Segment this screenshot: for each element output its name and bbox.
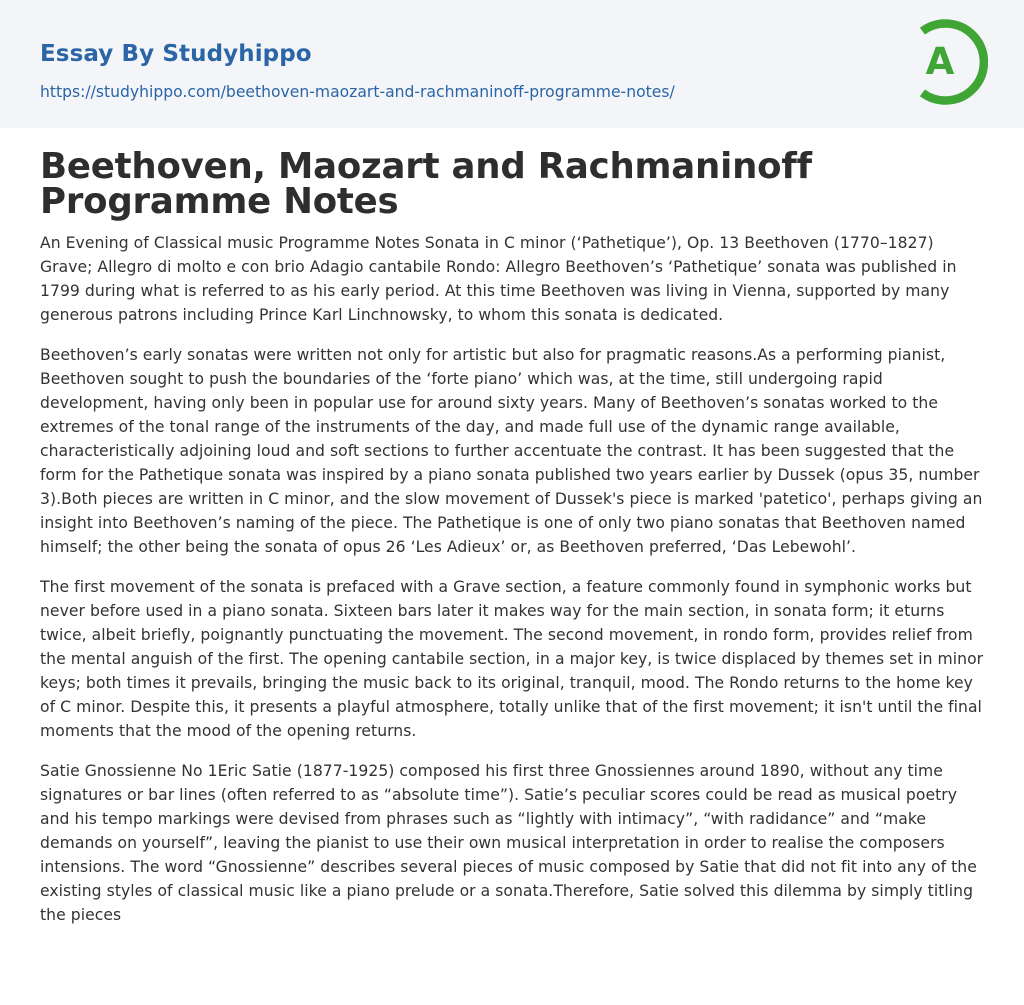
studyhippo-logo-icon[interactable] — [908, 18, 988, 106]
article-paragraph: The first movement of the sonata is prefaced with a Grave section, a feature commonly found in symphonic works but never before used in a piano sonata. Sixteen bars later it makes way for the main section, in sonata form; it eturns twice, albeit briefly, poignantly punctuating the movement. The second movement, in rondo form, provides relief from the mental anguish of the first. The opening cantabile section, in a major key, is twice displaced by themes set in minor keys; both times it prevails, bringing the music back to its original, tranquil, mood. The Rondo returns to the home key of C minor. Despite this, it presents a playful atmosphere, totally unlike that of the first movement; it isn't until the final moments that the mood of the opening returns. — [40, 578, 984, 740]
site-brand[interactable]: Essay By Studyhippo — [40, 41, 312, 67]
site-header — [0, 0, 1024, 128]
logo-letter: A — [925, 40, 955, 83]
article-paragraph: Satie Gnossienne No 1Eric Satie (1877-1925) composed his first three Gnossiennes around 1890, without any time signatures or bar lines (often referred to as “absolute time”). Satie’s peculiar scores could be read as musical poetry and his tempo markings were devised from phrases such as “lightly with intimacy”, “with radidance” and “make demands on yourself”, leaving the pianist to use their own musical interpretation in order to realise the composers intensions. The word “Gnossienne” describes several pieces of music composed by Satie that did not fit into any of the existing styles of classical music like a piano prelude or a sonata.Therefore, Satie solved this dilemma by simply titling the pieces — [40, 762, 977, 924]
page-title: Beethoven, Maozart and Rachmaninoff Programme Notes — [40, 146, 812, 222]
article-body — [40, 146, 988, 943]
article-paragraph: An Evening of Classical music Programme Notes Sonata in C minor (‘Pathetique’), Op. 13 Beethoven (1770–1827) Grave; Allegro di molto e con brio Adagio cantabile Rondo: Allegro Beethoven’s ‘Pathetique’ sonata was published in 1799 during what is referred to as his early period. At this time Beethoven was living in Vienna, supported by many generous patrons including Prince Karl Linchnowsky, to whom this sonata is dedicated. — [40, 234, 957, 324]
article-url-link[interactable]: https://studyhippo.com/beethoven-maozart-and-rachmaninoff-programme-notes/ — [40, 83, 675, 101]
article-paragraph: Beethoven’s early sonatas were written not only for artistic but also for pragmatic reasons.As a performing pianist, Beethoven sought to push the boundaries of the ‘forte piano’ which was, at the time, still undergoing rapid development, having only been in popular use for around sixty years. Many of Beethoven’s sonatas worked to the extremes of the tonal range of the instruments of the day, and made full use of the dynamic range available, characteristically adjoining loud and soft sections to further accentuate the contrast. It has been suggested that the form for the Pathetique sonata was inspired by a piano sonata published two years earlier by Dussek (opus 35, number 3).Both pieces are written in C minor, and the slow movement of Dussek's piece is marked 'patetico', perhaps giving an insight into Beethoven’s naming of the piece. The Pathetique is one of only two piano sonatas that Beethoven named himself; the other being the sonata of opus 26 ‘Les Adieux’ or, as Beethoven preferred, ‘Das Lebewohl’. — [40, 346, 983, 556]
